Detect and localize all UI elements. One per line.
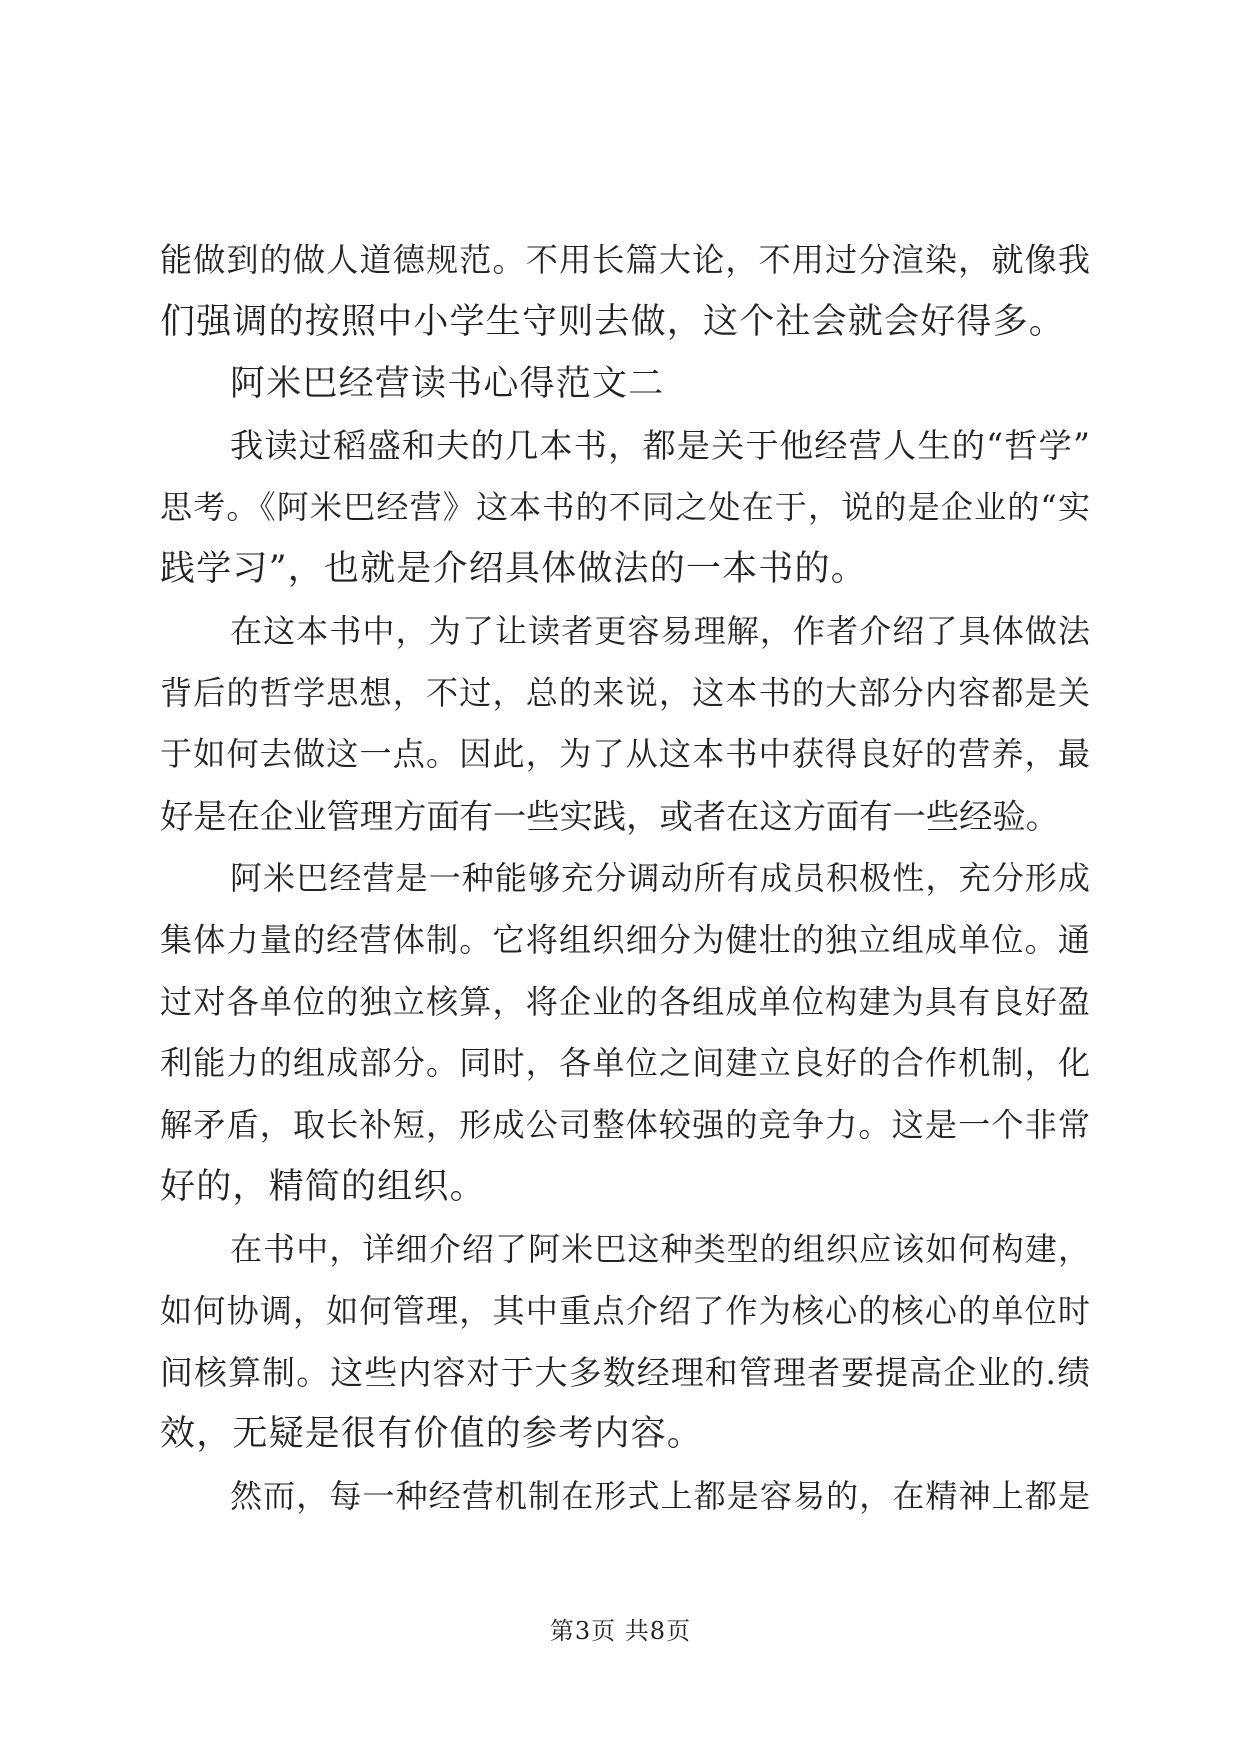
- text-line: [160, 354, 1090, 416]
- text-line-content: 于如何去做这一点。因此，为了从这本书中获得良好的营养，最: [160, 735, 1090, 774]
- text-line-content: 解矛盾，取长补短，形成公司整体较强的竞争力。这是一个非常: [160, 1106, 1090, 1145]
- text-line: [160, 786, 1090, 848]
- text-line-content: 利能力的组成部分。同时，各单位之间建立良好的合作机制，化: [160, 1044, 1090, 1083]
- text-line-content: 阿米巴经营是一种能够充分调动所有成员积极性，充分形成: [230, 858, 1090, 897]
- document-body: [160, 230, 1090, 1528]
- text-line: [160, 1342, 1090, 1404]
- text-line-content: 在书中，详细介绍了阿米巴这种类型的组织应该如何构建，: [230, 1229, 1090, 1268]
- text-line: [160, 539, 1090, 601]
- text-line: [160, 1466, 1090, 1528]
- text-line-content: 能做到的做人道德规范。不用长篇大论，不用过分渲染，就像我: [160, 241, 1090, 279]
- text-line-content: 好的，精简的组织。: [160, 1166, 486, 1207]
- text-line-content: 过对各单位的独立核算，将企业的各组成单位构建为具有良好盈: [160, 982, 1090, 1021]
- text-line-content: 阿米巴经营读书心得范文二: [230, 363, 665, 404]
- text-line: [160, 972, 1090, 1034]
- text-line: [160, 292, 1090, 354]
- page-footer: 第3页 共8页: [549, 1617, 692, 1645]
- text-line-content: 效，无疑是很有价值的参考内容。: [160, 1414, 704, 1455]
- text-line-content: 思考。《阿米巴经营》这本书的不同之处在于，说的是企业的“实: [160, 488, 1090, 527]
- text-line: [160, 910, 1090, 972]
- text-line-content: 我读过稻盛和夫的几本书，都是关于他经营人生的“哲学”: [230, 426, 1090, 466]
- text-line: [160, 1219, 1090, 1281]
- text-line: [160, 230, 1090, 292]
- text-line-content: 在这本书中，为了让读者更容易理解，作者介绍了具体做法: [230, 611, 1090, 650]
- text-line-content: 背后的哲学思想，不过，总的来说，这本书的大部分内容都是关: [160, 673, 1090, 712]
- text-line-content: 然而，每一种经营机制在形式上都是容易的，在精神上都是: [230, 1476, 1090, 1515]
- text-line: [160, 663, 1090, 725]
- text-line-content: 间核算制。这些内容对于大多数经理和管理者要提高企业的.绩: [160, 1353, 1090, 1393]
- text-line: [160, 1404, 1090, 1466]
- text-line: [160, 1033, 1090, 1095]
- text-line: [160, 477, 1090, 539]
- text-line-content: 集体力量的经营体制。它将组织细分为健壮的独立组成单位。通: [160, 920, 1090, 959]
- text-line-content: 好是在企业管理方面有一些实践，或者在这方面有一些经验。: [160, 797, 1060, 837]
- text-line: [160, 724, 1090, 786]
- text-line-content: 如何协调，如何管理，其中重点介绍了作为核心的核心的单位时: [160, 1291, 1090, 1330]
- text-line: [160, 601, 1090, 663]
- text-line: [160, 1157, 1090, 1219]
- text-line: [160, 415, 1090, 477]
- text-line: [160, 1281, 1090, 1343]
- text-line: [160, 1095, 1090, 1157]
- text-line-content: 践学习”，也就是介绍具体做法的一本书的。: [160, 548, 867, 589]
- text-line: [160, 848, 1090, 910]
- text-line-content: 们强调的按照中小学生守则去做，这个社会就会好得多。: [160, 301, 1066, 342]
